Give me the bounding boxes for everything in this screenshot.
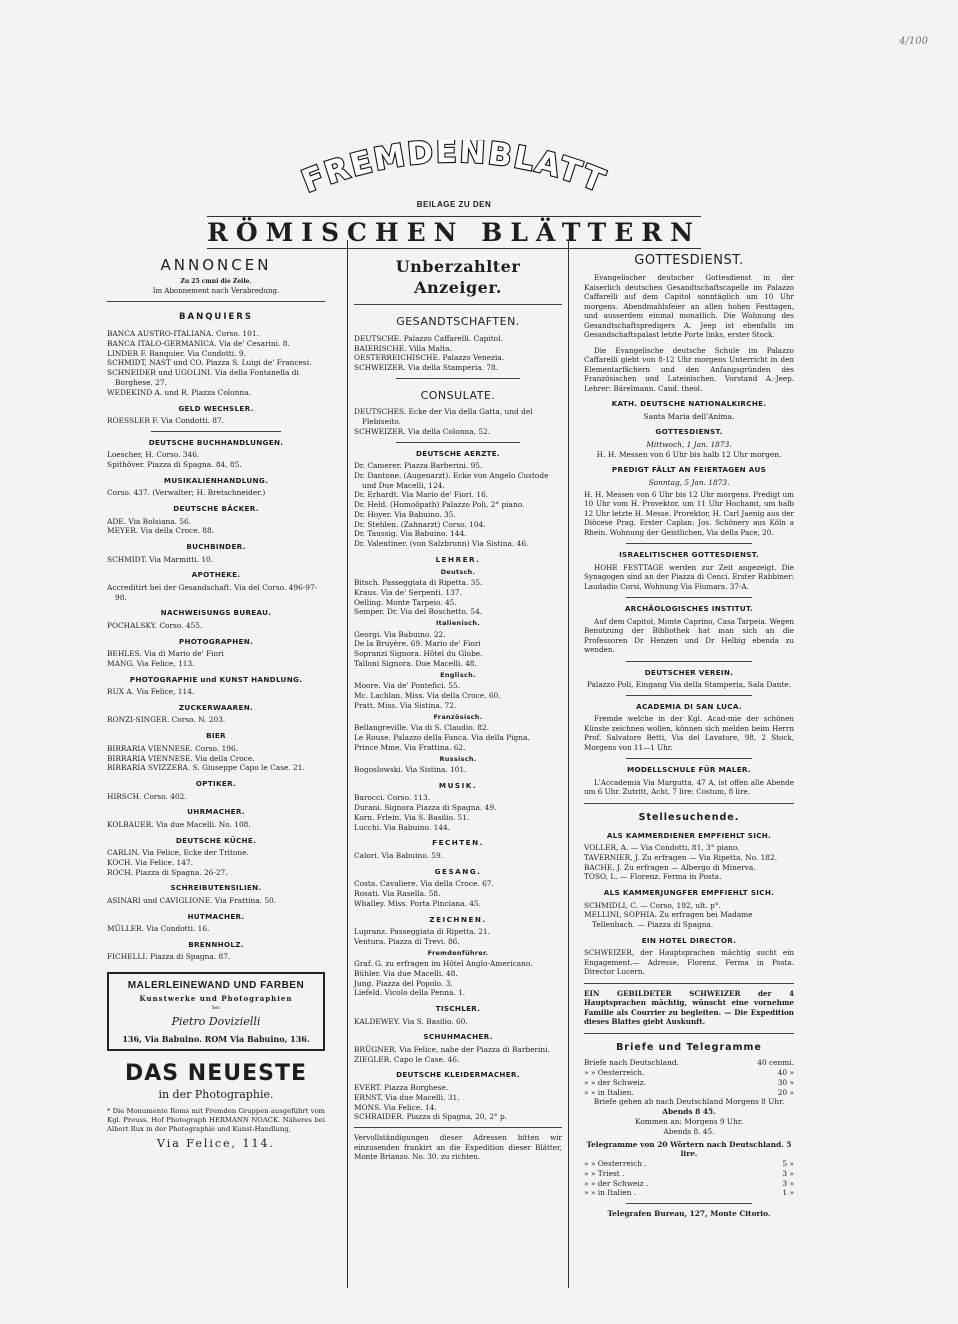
list-entry: KOCH. Via Felice. 147.: [107, 857, 193, 867]
section-heading: BIER: [206, 731, 226, 741]
section-heading: SCHUHMACHER.: [423, 1032, 493, 1042]
divider: [584, 803, 794, 804]
binder-list: [107, 555, 325, 565]
list-entry: Dr. Taussig. Via Babuino. 144.: [354, 529, 467, 539]
paragraph: Evangelischer deutscher Gottesdienst in der Kaiserlich deutschen Gesandtschaftscapelle im Palazzo Caffarelli auf dem Capitol sonntäglich um 10 Uhr morgens. Abendmahlsfeier an allen hohen Festtagen, und ausserdem einmal monatlich. Die Wohnung des Gesandtschaftspredigers A. Jeep ist ebenfalls im Gesandschaftspalast letzte Porte links, erster Stock.: [584, 273, 794, 340]
section-heading: GOTTESDIENST.: [655, 427, 723, 437]
list-entry: DEUTSCHES. Ecke der Via della Gatta, und del Plebiseito.: [354, 407, 533, 427]
list-entry: MEYER. Via della Croce. 88.: [107, 526, 215, 536]
gesand-list: [354, 334, 562, 373]
page-number: 4/100: [899, 36, 928, 47]
neueste-title: DAS NEUESTE: [124, 1061, 307, 1087]
sub-heading: Fremdenführer.: [427, 948, 489, 957]
list-entry: Dr. Held. (Homoöpath) Palazzo Poli, 2° piano.: [354, 500, 525, 510]
list-entry: SCHMIDLI, C. — Corso, 192, ult. p°.: [584, 900, 721, 910]
list-entry: BANCA ITALO-GERMANICA. Via de' Cesarini. 8.: [107, 338, 290, 348]
russ-list: [354, 765, 562, 775]
list-entry: KOLBAUER. Via due Macelli. No. 108.: [107, 819, 251, 829]
list-entry: VOLLER, A. — Via Condotti, 81, 3° piano.: [584, 843, 740, 853]
list-entry: RONZI-SINGER. Corso. N. 203.: [107, 715, 226, 725]
anzeiger-column: [347, 240, 569, 1288]
list-entry: Pratt. Miss. Via Sistina. 72.: [354, 700, 457, 710]
rate-value: 3 »: [782, 1178, 794, 1188]
ital-list: [354, 630, 562, 669]
rate-row: [584, 1078, 794, 1088]
text-line: Briefe gehen ab nach Deutschland Morgens 8 Uhr.: [593, 1097, 785, 1107]
apotheke-list: [107, 583, 325, 603]
divider: [107, 301, 325, 302]
paragraph: Auf dem Capitol, Monte Caprino, Casa Tarpeia. Wegen Benutzung der Bibliothek hat man sich an die Professoren Dr Henzen und Dr Helbig ebenda zu wenden.: [584, 616, 794, 655]
list-entry: SCHWEIZER. Via della Colonna, 52.: [354, 426, 491, 436]
list-entry: ROCH. Piazza di Spagna. 26-27.: [107, 867, 228, 877]
paragraph: HOHE FESTTAGE werden zur Zeit angezeigt. Die Synagogen sind an der Piazza di Cenci. Erster Rabbiner: Laudadio Corsi, Wohnung Via Fiumara. 37-A.: [584, 562, 794, 591]
rate-label: » » Triest .: [584, 1168, 625, 1178]
rate-label: Briefe nach Deutschland.: [584, 1058, 679, 1068]
paragraph: H. H. Messen von 6 Uhr bis 12 Uhr morgens. Predigt um 10 Uhr vom H. Provektor, um 11 Uhr Hochamt, um halb 12 Uhr letzte H. Messe. Prorektor, H. Carl Jaenig aus der Diöcese Prag. Erster Caplan: Jos. Schönery aus Köln a Rhein. Wohnung der Geistlichen, Via della Pace, 20.: [584, 489, 794, 537]
list-entry: Dr. Erhardt. Via Mario de' Fiori. 16.: [354, 490, 489, 500]
list-entry: POCHALSKY. Corso. 455.: [107, 620, 203, 630]
paragraph: SCHWEIZER, der Hauptsprachen mächtig sucht ein Engagement.— Adresse, Florenz. Ferma in Posta. Director Lucern.: [584, 948, 794, 977]
divider: [584, 1033, 794, 1034]
section-heading: UHRMACHER.: [187, 807, 245, 817]
schreib-list: [107, 896, 325, 906]
list-entry: Sopranzi Signora. Hôtel du Globe.: [354, 649, 483, 659]
text-line: Santa Maria dell'Anima.: [643, 411, 735, 421]
list-entry: Semper. Dr. Via del Boschetto. 54.: [354, 607, 483, 617]
list-entry: ROESSLER F. Via Condotti. 87.: [107, 416, 225, 426]
list-entry: De la Bruyère. 69. Mario de' Fiori: [354, 639, 481, 649]
banquiers-list: [107, 329, 325, 397]
baecker-list: [107, 517, 325, 537]
list-entry: HIRSCH. Corso. 402.: [107, 791, 187, 801]
rate-value: 3 »: [782, 1168, 794, 1178]
uhr-list: [107, 820, 325, 830]
list-entry: MELLINI, SOPHIA. Zu erfragen bei Madame Tellenbach. — Piazza di Spagna.: [584, 910, 753, 930]
advert-line: Pietro Dovizielli: [171, 1015, 261, 1029]
list-entry: Durani. Signora Piazza di Spagna. 49.: [354, 803, 497, 813]
section-heading: ALS KAMMERDIENER EMPFIEHLT SICH.: [606, 830, 772, 840]
rate-label: » » Oesterreich.: [584, 1068, 645, 1078]
consulate-heading: CONSULATE.: [420, 388, 496, 402]
list-entry: BIRRARIA VIENNESE. Via della Croce.: [107, 753, 255, 763]
masthead-arc-text: FREMDENBLATT: [296, 140, 612, 200]
rate-value: 40 cenmi.: [757, 1058, 794, 1068]
sub-heading: Deutsch.: [440, 567, 476, 576]
rate-value: 40 »: [777, 1068, 794, 1078]
rate-row: [584, 1169, 794, 1179]
list-entry: Costa. Cavaliere. Via della Croce. 67.: [354, 879, 494, 889]
section-heading: DEUTSCHE KÜCHE.: [175, 835, 257, 845]
hut-list: [107, 924, 325, 934]
advert-line: 136, Via Babuino. ROM Via Babuino, 136.: [122, 1033, 310, 1044]
jungfer-list: [584, 901, 794, 930]
list-entry: Bogoslowski. Via Sistina. 101.: [354, 765, 467, 775]
list-entry: Corso. 437. (Verwalter; H. Bretschneider.): [107, 488, 266, 498]
list-entry: Loescher, H. Corso. 346.: [107, 450, 200, 460]
list-entry: ZIEGLER. Capo le Case. 46.: [354, 1054, 460, 1064]
rate-label: » » in Italien .: [584, 1188, 637, 1198]
paragraph: L'Accademia Via Margutta, 47 A, ist offen alle Abende um 6 Uhr. Zutritt, Acht, 7 lire: Costum, 8 lire.: [584, 777, 794, 797]
list-entry: Spithöver. Piazza di Spagna. 84, 85.: [107, 460, 242, 470]
divider: [151, 431, 282, 432]
divider: [354, 1127, 562, 1128]
list-entry: Georgi. Via Babuino. 22.: [354, 629, 446, 639]
section-heading: MUSIK.: [438, 780, 478, 790]
list-entry: WEDEKIND A. und R. Piazza Colonna.: [107, 387, 251, 397]
list-entry: Korn. Frlein. Via S. Basilio. 51.: [354, 812, 470, 822]
list-entry: DEUTSCHE. Palazzo Caffarelli. Capitol.: [354, 333, 503, 343]
kleider-list: [354, 1083, 562, 1122]
annoncen-column: [107, 240, 325, 1288]
text-line: Telegrafen Bureau, 127, Monte Citorio.: [607, 1209, 771, 1219]
list-entry: ASINARI und CAVIGLIONE. Via Frattina. 50.: [107, 895, 277, 905]
list-entry: Le Rouse. Palazzo della Fanca. Via della Pigna.: [354, 733, 530, 742]
list-entry: Kraus. Via de' Serpenti. 137.: [354, 587, 462, 597]
buch-list: [107, 450, 325, 470]
neueste-address: Via Felice, 114.: [156, 1136, 276, 1150]
schuh-list: [354, 1045, 562, 1065]
list-entry: SCHMIDT, NAST und CO. Piazza S. Luigi de' Francesi.: [107, 358, 312, 368]
list-entry: BIRRARIA SVIZZERA. S. Giuseppe Capo le Case. 21.: [107, 763, 305, 773]
sub-heading: Englisch.: [440, 670, 476, 679]
section-heading: ZEICHNEN.: [429, 914, 487, 924]
rate-value: 20 »: [777, 1087, 794, 1097]
list-entry: Whalley. Miss. Porta Pinciana. 45.: [354, 898, 481, 908]
section-heading: DEUTSCHE AERZTE.: [415, 448, 501, 458]
nachweis-list: [107, 621, 325, 631]
section-heading: TISCHLER.: [435, 1004, 481, 1014]
list-entry: Dr. Camerer. Piazza Barberini. 95.: [354, 461, 483, 471]
list-entry: Liefeld. Vicolo della Penna. 1.: [354, 988, 466, 998]
masthead-arc-title: [110, 140, 798, 200]
section-heading: GESANG.: [434, 866, 482, 876]
list-entry: Graf. G. zu erfragen im Hôtel Anglo-Americano.: [354, 959, 533, 969]
anzeiger-title: Unberzahlter Anzeiger.: [395, 257, 521, 298]
section-heading: SCHREIBUTENSILIEN.: [170, 883, 262, 893]
list-entry: SCHNEIDER und UGOLINI. Via della Fontanella di Borghese. 27.: [107, 368, 299, 387]
rate-row: [584, 1058, 794, 1068]
section-heading: FECHTEN.: [432, 838, 484, 848]
optiker-list: [107, 792, 325, 802]
rate-row: [584, 1179, 794, 1189]
zucker-list: [107, 715, 325, 725]
divider: [626, 597, 752, 598]
section-heading: DEUTSCHE BUCHHANDLUNGEN.: [148, 437, 284, 447]
list-entry: Bitsch. Passeggiata di Ripetta. 35.: [354, 578, 483, 588]
section-heading: DEUTSCHER VEREIN.: [644, 667, 734, 677]
advert-line: bei: [212, 1004, 220, 1011]
divider: [396, 378, 521, 379]
annoncen-rate: Zu 25 cmni die Zeile.: [180, 277, 252, 285]
brennholz-list: [107, 952, 325, 962]
masthead: [110, 140, 798, 249]
section-heading: ACADEMIA DI SAN LUCA.: [636, 701, 742, 711]
list-entry: Prince Mme. Via Frattina. 62.: [354, 742, 466, 752]
date-line: Mittwoch, 1 Jan. 1873.: [646, 439, 732, 449]
geld-list: [107, 416, 325, 426]
section-heading: ALS KAMMERJUNGFER EMPFIEHLT SICH.: [603, 888, 775, 898]
zeichnen-list: [354, 927, 562, 947]
gottesdienst-title: GOTTESDIENST.: [634, 253, 744, 268]
list-entry: CARLIN. Via Felice, Ecke der Tritone.: [107, 848, 249, 858]
rate-label: » » der Schweiz.: [584, 1077, 646, 1087]
section-heading: DEUTSCHE BÄCKER.: [173, 504, 259, 514]
section-heading: GELD WECHSLER.: [178, 403, 254, 413]
section-heading: APOTHEKE.: [191, 570, 241, 580]
list-entry: Barocci. Corso. 113.: [354, 793, 431, 803]
list-entry: Dr. Valentiner. (von Salzbrunn) Via Sistina. 46.: [354, 539, 529, 549]
annoncen-abonnement: Im Abonnement nach Verabredung.: [152, 286, 280, 295]
text-line: Telegramme von 20 Wörtern nach Deutschland. 5 lire.: [586, 1139, 792, 1159]
fechten-list: [354, 851, 562, 861]
list-entry: ERNST. Via due Macelli. 31.: [354, 1092, 460, 1102]
list-entry: BAIERISCHE. Villa Malta.: [354, 343, 452, 353]
advert-line: Kunstwerke und Photographien: [139, 994, 293, 1004]
list-entry: Bühler. Via due Macelli. 48.: [354, 968, 458, 978]
rate-value: 5 »: [782, 1159, 794, 1169]
list-entry: BACHE, J. Zu erfragen — Albergo di Minerva.: [584, 862, 756, 872]
list-entry: TOSO, L. — Florenz. Ferma in Posta.: [584, 872, 722, 882]
list-entry: Dr. Dantone. (Augenarzt). Ecke von Angelo Custode und Due Macelli, 124.: [354, 470, 549, 490]
list-entry: MONS. Via Felice. 14.: [354, 1102, 437, 1112]
section-heading: LEHRER.: [435, 555, 481, 564]
annoncen-title: ANNONCEN: [160, 256, 272, 274]
bier-list: [107, 744, 325, 773]
rate-label: » » in Italien.: [584, 1087, 634, 1097]
text-line: Abends 8. 45.: [663, 1126, 715, 1136]
list-entry: Mc. Lachlan. Miss. Via della Croce. 60.: [354, 691, 501, 701]
section-heading: ZUCKERWAAREN.: [178, 702, 254, 712]
rate-row: [584, 1088, 794, 1098]
list-entry: MÜLLER. Via Condotti. 16.: [107, 924, 210, 934]
neueste-subtitle: in der Photographie.: [158, 1088, 274, 1102]
tischler-list: [354, 1017, 562, 1027]
gesang-list: [354, 879, 562, 908]
divider: [396, 442, 521, 443]
deutsch-list: [354, 578, 562, 617]
list-entry: EVERT. Piazza Borghese.: [354, 1082, 449, 1092]
dovizielli-advert: [107, 972, 325, 1051]
list-entry: Dr. Stehlen. (Zahnarzt) Corso. 104.: [354, 519, 486, 529]
sub-heading: Italienisch.: [435, 619, 481, 628]
divider: [626, 758, 752, 759]
banquiers-heading: BANQUIERS: [179, 311, 253, 322]
musik-list: [354, 793, 562, 832]
masthead-main-title: RÖMISCHEN BLÄTTERN: [207, 218, 701, 247]
list-entry: Bellangreville. Via di S. Claudio. 82.: [354, 723, 489, 733]
text-line: Palazzo Poli, Eingang Via della Stamperia, Sala Dante.: [586, 680, 792, 690]
list-entry: LINDER F. Banquier. Via Condotti. 9.: [107, 348, 246, 358]
list-entry: Rosati. Via Rasella. 58.: [354, 888, 441, 898]
section-heading: OPTIKER.: [195, 779, 237, 789]
list-entry: Lupranz. Passeggiata di Ripetta. 21.: [354, 927, 490, 936]
paragraph: Fremde welche in der Kgl. Acad-mie der schönen Künste zeichnen wollen, können sich melden beim Herrn Prof. Salvatore Betti, Via del Lavatore, 98, 2 Stock, Morgens von 11—1 Uhr.: [584, 714, 794, 752]
list-entry: Ventura. Piazza di Trevi. 86.: [354, 936, 460, 946]
list-entry: MANG. Via Felice, 113.: [107, 658, 195, 668]
text-line: Kommen an: Morgens 9 Uhr.: [635, 1117, 743, 1126]
divider: [626, 695, 752, 696]
section-heading: BRENNHOLZ.: [188, 939, 244, 949]
sub-heading: Französisch.: [433, 712, 483, 721]
rate-label: » » der Schweiz .: [584, 1178, 649, 1188]
list-entry: BEHLES. Via di Mario de' Fiori: [107, 649, 224, 659]
sub-heading: Russisch.: [439, 754, 477, 763]
list-entry: BRÜGNER. Via Felice, nahe der Piazza di Barberini.: [354, 1044, 550, 1054]
list-entry: FICHELLI. Piazza di Spagna. 87.: [107, 952, 231, 962]
consulate-list: [354, 407, 562, 436]
section-heading: ARCHÄOLOGISCHES INSTITUT.: [624, 604, 754, 614]
divider: [584, 983, 794, 984]
list-entry: Moore. Via de' Pontefici. 55.: [354, 681, 460, 691]
text-line: Abends 8 45.: [662, 1107, 716, 1117]
list-entry: RUX A. Via Felice, 114.: [107, 687, 195, 697]
briefe-heading: Briefe und Telegramme: [616, 1041, 762, 1053]
fremden-list: [354, 959, 562, 998]
rate-value: 1 »: [782, 1188, 794, 1198]
musik-list: [107, 488, 325, 498]
section-heading: MUSIKALIENHANDLUNG.: [163, 475, 269, 485]
list-entry: Dr. Hoyer. Via Babuino. 35.: [354, 509, 456, 519]
list-entry: Jung. Piazza del Popolo. 3.: [354, 978, 453, 988]
engl-list: [354, 681, 562, 710]
paragraph: EIN GEBILDETER SCHWEIZER der 4 Hauptsprachen mächtig, wünscht eine vornehme Familie als Courrier zu begleiten. — Die Expedition dieses Blattes giebt Auskunft.: [584, 988, 794, 1027]
list-entry: Calori. Via Babuino. 59.: [354, 850, 444, 860]
section-heading: MODELLSCHULE FÜR MALER.: [627, 765, 751, 775]
franz-list: [354, 723, 562, 752]
section-heading: KATH. DEUTSCHE NATIONALKIRCHE.: [611, 399, 767, 409]
section-heading: ISRAELITISCHER GOTTESDIENST.: [619, 550, 759, 560]
briefe-rates-list: [584, 1058, 794, 1097]
list-entry: TAVERNIER, J. Zu erfragen — Via Ripetta, No. 182.: [584, 852, 778, 862]
paragraph: Die Evangelische deutsche Schule im Palazzo Caffarelli giebt von 8-12 Uhr morgens Unterricht in den Elementarfächern und den Anfangsgründen des Französischen und Lateinischen. Vorstand A.-Jeep. Lehrer: Bärelmann. Cand. theol.: [584, 345, 794, 393]
section-heading: EIN HOTEL DIRECTOR.: [641, 935, 737, 945]
footnote: Vervollständigungen dieser Adressen bitten wir einzusenden frankirt an die Expedition dieser Blätter, Monte Brianzo. No. 30. zu richten.: [354, 1133, 562, 1162]
section-heading: BUCHBINDER.: [186, 542, 246, 552]
neueste-body: * Die Monumente Roms mit Fremden Gruppen ausgeführt vom Kgl. Preuss. Hof Photograph HERMANN NOACK. Näheres bei Albert Rux in der Photographie und Kunst-Handlung,: [107, 1106, 325, 1133]
list-entry: ADE. Via Bolsiana. 56.: [107, 516, 192, 526]
list-entry: Lucchi. Via Babuino. 144.: [354, 822, 451, 832]
divider: [626, 661, 752, 662]
list-entry: Oelling. Monte Tarpeio. 45.: [354, 597, 457, 607]
photokunst-list: [107, 687, 325, 697]
date-line: Sonntag, 5 Jan. 1873.: [648, 477, 730, 487]
advert-line: MALERLEINEWAND UND FARBEN: [127, 980, 305, 992]
list-entry: SCHMIDT. Via Marmitti. 10.: [107, 554, 214, 564]
list-entry: Accreditirt bei der Gesandschaft. Via del Corso. 496-97-98.: [107, 582, 318, 602]
list-entry: BIRRARIA VIENNESE. Corso. 196.: [107, 743, 239, 753]
rate-row: [584, 1068, 794, 1078]
stellesuchende-heading: Stellesuchende.: [638, 811, 740, 823]
three-column-body: [107, 240, 793, 1288]
list-entry: BANCA AUSTRO-ITALIANA. Corso. 101.: [107, 329, 259, 339]
section-heading: PHOTOGRAPHIE und KUNST HANDLUNG.: [129, 674, 303, 684]
list-entry: KALDEWEY. Via S. Basilio. 60.: [354, 1016, 468, 1026]
section-heading: PHOTOGRAPHEN.: [178, 636, 254, 646]
list-entry: Talloni Signora. Due Macelli. 48.: [354, 659, 477, 669]
list-entry: SCHWEIZER. Via della Stamperia. 78.: [354, 363, 499, 373]
rate-row: [584, 1159, 794, 1169]
text-line: H. H. Messen von 6 Uhr bis halb 12 Uhr morgen.: [596, 449, 782, 459]
photo-list: [107, 649, 325, 669]
svg-text:FREMDENBLATT: [297, 140, 611, 200]
section-heading: NACHWEISUNGS BUREAU.: [160, 608, 272, 618]
gottesdienst-column: [584, 240, 794, 1288]
divider: [354, 304, 562, 305]
aerzte-list: [354, 461, 562, 549]
list-entry: OESTERREICHISCHE. Palazzo Venezia.: [354, 353, 505, 363]
list-entry: SCHRAIDER. Piazza di Spagna, 20, 2° p.: [354, 1112, 508, 1122]
rate-label: » » Oesterreich .: [584, 1159, 647, 1169]
divider: [626, 543, 752, 544]
kammerdiener-list: [584, 843, 794, 882]
tele-rates-list: [584, 1159, 794, 1198]
kueche-list: [107, 848, 325, 877]
section-heading: HUTMACHER.: [187, 911, 245, 921]
rate-row: [584, 1188, 794, 1198]
gesandtschaften-heading: GESANDTSCHAFTEN.: [396, 315, 520, 329]
section-heading: DEUTSCHE KLEIDERMACHER.: [396, 1070, 520, 1080]
rate-value: 30 »: [777, 1077, 794, 1087]
section-heading: PREDIGT FÄLLT AN FEIERTAGEN AUS: [611, 465, 767, 475]
masthead-subtitle: BEILAGE ZU DEN: [416, 200, 492, 209]
divider: [626, 1203, 752, 1204]
